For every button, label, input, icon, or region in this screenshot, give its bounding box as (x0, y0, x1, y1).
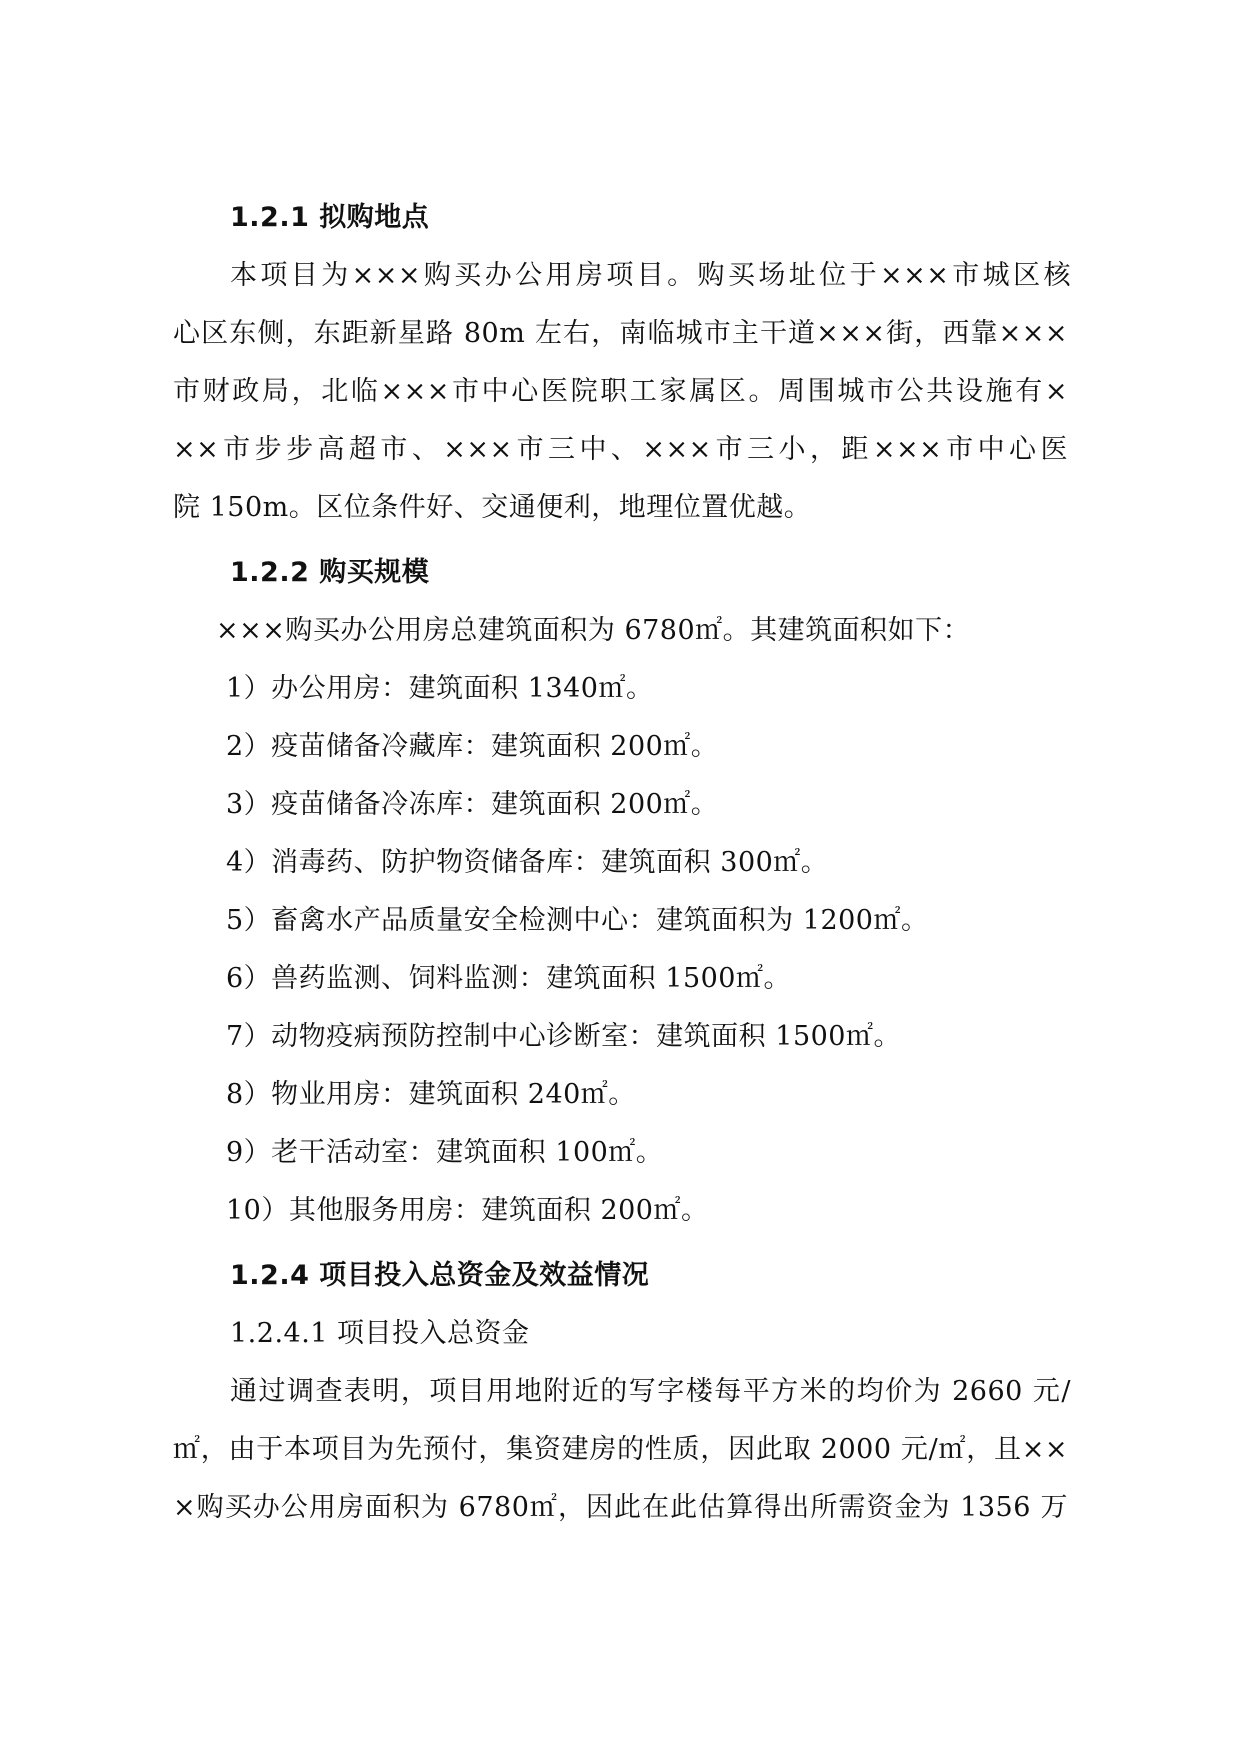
paragraph-line: ××市步步高超市、×××市三中、×××市三小，距×××市中心医 (173, 434, 1068, 465)
list-item: 8）物业用房：建筑面积 240㎡。 (226, 1079, 636, 1110)
list-item: 7）动物疫病预防控制中心诊断室：建筑面积 1500㎡。 (226, 1021, 901, 1052)
section-heading-scale: 1.2.2 购买规模 (230, 557, 430, 588)
paragraph-line: 通过调查表明，项目用地附近的写字楼每平方米的均价为 2660 元/ (230, 1376, 1071, 1407)
list-item: 3）疫苗储备冷冻库：建筑面积 200㎡。 (226, 789, 719, 820)
paragraph-line: 本项目为×××购买办公用房项目。购买场址位于×××市城区核 (230, 260, 1071, 291)
list-item: 4）消毒药、防护物资储备库：建筑面积 300㎡。 (226, 847, 829, 878)
paragraph-line: ㎡，由于本项目为先预付，集资建房的性质，因此取 2000 元/㎡，且×× (173, 1434, 1068, 1465)
paragraph-line: 院 150m。区位条件好、交通便利，地理位置优越。 (173, 492, 812, 523)
list-item: 1）办公用房：建筑面积 1340㎡。 (226, 673, 654, 704)
paragraph-line: 市财政局，北临×××市中心医院职工家属区。周围城市公共设施有× (173, 376, 1068, 407)
subsection-heading-total-funds: 1.2.4.1 项目投入总资金 (230, 1318, 530, 1349)
list-item: 10）其他服务用房：建筑面积 200㎡。 (226, 1195, 709, 1226)
section-heading-investment: 1.2.4 项目投入总资金及效益情况 (230, 1260, 650, 1291)
list-item: 5）畜禽水产品质量安全检测中心：建筑面积为 1200㎡。 (226, 905, 929, 936)
list-item: 2）疫苗储备冷藏库：建筑面积 200㎡。 (226, 731, 719, 762)
section-heading-location: 1.2.1 拟购地点 (230, 202, 430, 233)
list-item: 9）老干活动室：建筑面积 100㎡。 (226, 1137, 664, 1168)
scale-intro: ×××购买办公用房总建筑面积为 6780㎡。其建筑面积如下： (216, 615, 971, 646)
paragraph-line: ×购买办公用房面积为 6780㎡，因此在此估算得出所需资金为 1356 万 (173, 1492, 1068, 1523)
list-item: 6）兽药监测、饲料监测：建筑面积 1500㎡。 (226, 963, 791, 994)
paragraph-line: 心区东侧，东距新星路 80m 左右，南临城市主干道×××街，西靠××× (173, 318, 1068, 349)
